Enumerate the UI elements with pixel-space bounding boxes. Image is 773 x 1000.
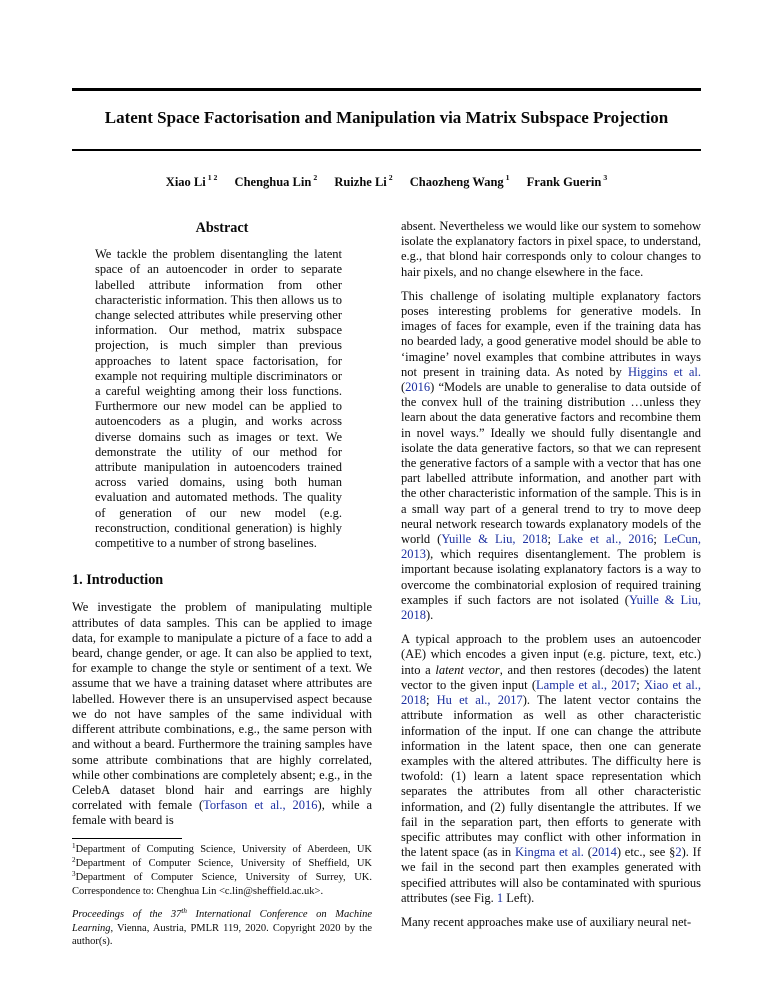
- citation-link[interactable]: 2016: [405, 380, 431, 395]
- citation-link[interactable]: Torfason et al., 2016: [203, 798, 318, 813]
- body-paragraph: Many recent approaches make use of auxiliary neural net-: [401, 914, 692, 929]
- citation-link[interactable]: Yuille & Liu, 2018: [401, 592, 701, 623]
- author-name: Ruizhe Li $^2$: [334, 172, 393, 190]
- author-affiliation-marker: 1: [505, 172, 510, 182]
- citation-link[interactable]: Kingma et al.: [514, 845, 584, 860]
- author-name: Chaozheng Wang $^1$: [409, 172, 510, 190]
- abstract-heading: Abstract: [195, 220, 249, 236]
- intro-paragraph: We investigate the problem of manipulating multiple attributes of data samples. This can be applied to image data, for example to manipulate a picture of a face to add a beard, change gender, or age. It can also be applied to text, for example to change the style or sentiment of a text. We assume that we have a training dataset where attributes are labelled. However there is an unsupervised aspect because we do not have samples of the same individual with different attribute combinations, e.g., the same person with and without a beard. Furthermore the training samples have some attribute combinations that are highly correlated, while other combinations are completely absent; e.g., in the CelebA dataset blond hair and earrings are highly correlated with female (Torfason et al., 2016), while a female with beard is: [72, 600, 373, 828]
- left-column: [72, 219, 372, 948]
- citation-link[interactable]: Higgins et al.: [628, 364, 701, 379]
- citation-link[interactable]: Xiao et al., 2018: [401, 677, 701, 708]
- citation-link[interactable]: LeCun, 2013: [401, 532, 701, 562]
- author-name: Xiao Li $^{1 2}$: [165, 172, 218, 190]
- author-affiliation-marker: 1 2: [207, 172, 218, 182]
- footnote-proceedings: Proceedings of the 37th International Conference on Machine Learning, Vienna, Austria, PMLR 119, 2020. Copyright 2020 by the author(s).: [72, 907, 373, 947]
- authors-line: [60, 174, 713, 190]
- footnote-affiliations: $^1$Department of Computing Science, University of Aberdeen, UK $^2$Department of Computer Science, University of Sheffield, UK $^3$Department of Computer Science, University of Surrey, UK. Correspondence to: Chenghua Lin <c.lin@sheffield.ac.uk>.: [72, 842, 372, 897]
- author-affiliation-marker: 2: [313, 172, 318, 182]
- citation-link[interactable]: Lake et al., 2016: [558, 532, 654, 547]
- author-name: Frank Guerin $^3$: [526, 172, 608, 190]
- author-affiliation-marker: 3: [603, 172, 608, 182]
- header-rule-bottom: [72, 149, 701, 151]
- citation-link[interactable]: 2014: [591, 845, 617, 860]
- section-heading-introduction: 1. Introduction: [72, 572, 164, 589]
- citation-link[interactable]: 2: [675, 845, 682, 860]
- footnote-rule: [72, 838, 182, 839]
- body-paragraph: A typical approach to the problem uses an autoencoder (AE) which encodes a given input (e.g. picture, text, etc.) into a latent vector, and then restores (decodes) the latent vector to the given input (Lample et al., 2017; Xiao et al., 2018; Hu et al., 2017). The latent vector contains the attribute information as well as other characteristic information of the input. If one can change the attribute information in the latent space, then one can generate examples with the altered attributes. The difficulty here is twofold: (1) learn a latent space representation which separates the attributes from all other characteristic information, and (2) fully disentangle the attributes. If we fail in the separation part, then efforts to generate with specific attributes may conflict with other information in the latent space (as in Kingma et al. (2014) etc., see §2). If we fail in the second part then examples generated with specified attributes will also be contaminated with spurious attributes (see Fig. 1 Left).: [401, 632, 702, 905]
- author-affiliation-marker: 2: [388, 172, 393, 182]
- author-name: Chenghua Lin $^2$: [234, 172, 318, 190]
- body-paragraph: absent. Nevertheless we would like our system to somehow isolate the explanatory factors in pixel space, to understand, e.g., that blond hair corresponds only to colour changes to hair pixels, and no change elsewhere in the face.: [401, 219, 701, 279]
- citation-link[interactable]: Hu et al., 2017: [436, 693, 523, 708]
- citation-link[interactable]: Lample et al., 2017: [536, 677, 637, 692]
- abstract-body: We tackle the problem disentangling the latent space of an autoencoder in order to separate labelled attribute information from other characteristic information. This then allows us to change selected attributes while preserving other information. Our method, matrix subspace projection, is much simpler than previous approaches to latent space factorisation, for example not requiring multiple discriminators or a careful weighting among their loss functions. Furthermore our new model can be applied to autoencoders as a plugin, and works across diverse domains such as images or text. We demonstrate the utility of our method for attribute manipulation in autoencoders trained across varied domains, using both human evaluation and automated methods. The quality of generation of our new model (e.g. reconstruction, conditional generation) is highly competitive to a number of strong baselines.: [95, 247, 342, 551]
- right-column: [401, 219, 701, 939]
- header-rule-top: [72, 88, 701, 91]
- page-title: Latent Space Factorisation and Manipulation via Matrix Subspace Projection: [104, 108, 669, 127]
- body-paragraph: This challenge of isolating multiple explanatory factors poses interesting problems for generative models. In images of faces for example, even if the training data has no bearded lady, a good generative model should be able to ‘imagine’ novel examples that combine attributes in ways not present in training data. As noted by Higgins et al. (2016) “Models are unable to generalise to data outside of the convex hull of the training distribution …unless they learn about the data generative factors and recombine them in novel ways.” Ideally we should fully disentangle and isolate the data generative factors, so that we can represent the generative factors of a sample with a vector that has one part labelled attribute information, and another part with the other characteristic information of the sample. This is in a small way part of a general trend to try to move deep neural network research towards explanatory models of the world (Yuille & Liu, 2018; Lake et al., 2016; LeCun, 2013), which requires disentanglement. The problem is important because isolating explanatory factors is a way to overcome the combinatorial explosion of required training examples if such factors are not isolated (Yuille & Liu, 2018).: [401, 288, 701, 623]
- citation-link[interactable]: 1: [496, 890, 504, 905]
- citation-link[interactable]: Yuille & Liu, 2018: [441, 532, 548, 547]
